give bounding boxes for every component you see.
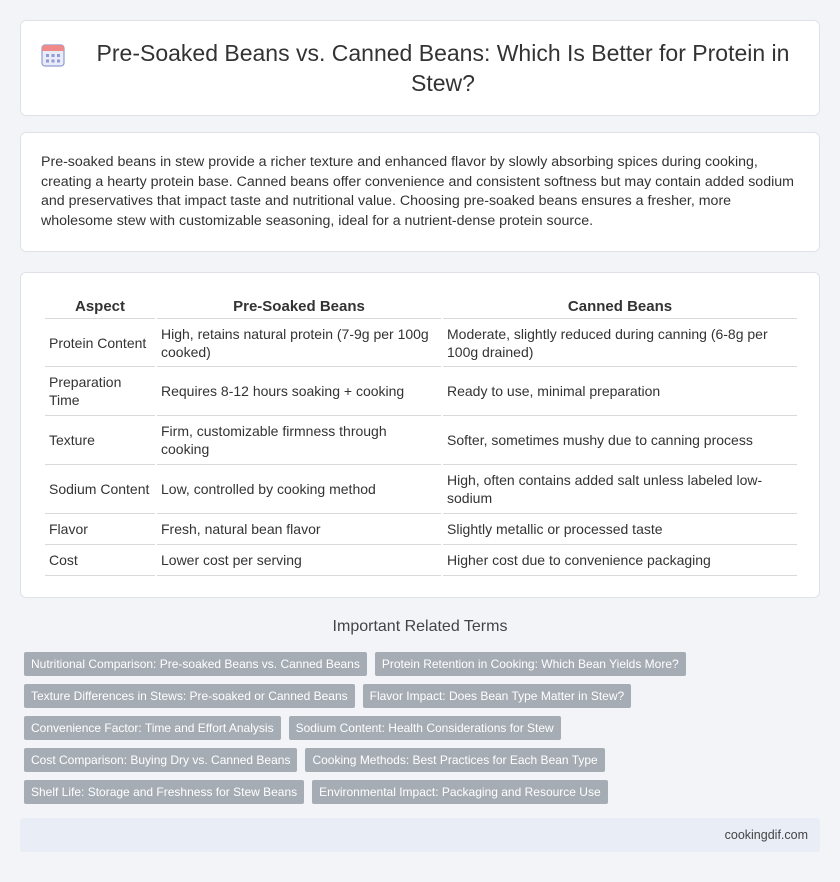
table-row (45, 514, 797, 545)
related-term-tag[interactable]: Texture Differences in Stews: Pre-soaked or Canned Beans (24, 684, 355, 708)
related-terms-list (24, 652, 820, 812)
table-cell: Fresh, natural bean flavor (157, 514, 441, 545)
related-term-tag[interactable]: Protein Retention in Cooking: Which Bean Yields More? (375, 652, 686, 676)
related-term-tag[interactable]: Flavor Impact: Does Bean Type Matter in Stew? (363, 684, 632, 708)
table-cell: Flavor (45, 514, 155, 545)
related-term-tag[interactable]: Shelf Life: Storage and Freshness for Stew Beans (24, 780, 304, 804)
column-header-pre-soaked: Pre-Soaked Beans (157, 295, 441, 319)
table-row (45, 465, 797, 514)
table-cell: Requires 8-12 hours soaking + cooking (157, 367, 441, 416)
table-cell: Ready to use, minimal preparation (443, 367, 797, 416)
related-term-tag[interactable]: Environmental Impact: Packaging and Resource Use (312, 780, 607, 804)
tag-row (24, 780, 820, 804)
table-cell: Lower cost per serving (157, 545, 441, 576)
table-cell: High, retains natural protein (7-9g per 100g cooked) (157, 319, 441, 367)
tag-row (24, 748, 820, 772)
table-row (45, 367, 797, 416)
tag-row (24, 716, 820, 740)
related-term-tag[interactable]: Cooking Methods: Best Practices for Each Bean Type (305, 748, 604, 772)
intro-paragraph: Pre-soaked beans in stew provide a richer texture and enhanced flavor by slowly absorbing spices during cooking, creating a hearty protein base. Canned beans offer convenience and consistent softness but may contain added sodium and preservatives that impact taste and nutritional value. Choosing pre-soaked beans ensures a fresher, more wholesome stew with customizable seasoning, ideal for a nutrient-dense protein source. (41, 154, 794, 229)
table-cell: Higher cost due to convenience packaging (443, 545, 797, 576)
table-cell: Cost (45, 545, 155, 576)
table-cell: Moderate, slightly reduced during canning (6-8g per 100g drained) (443, 319, 797, 367)
related-term-tag[interactable]: Sodium Content: Health Considerations for Stew (289, 716, 561, 740)
table-cell: Slightly metallic or processed taste (443, 514, 797, 545)
column-header-canned: Canned Beans (443, 295, 797, 319)
table-row (45, 416, 797, 465)
site-name[interactable]: cookingdif.com (724, 828, 808, 842)
table-cell: High, often contains added salt unless labeled low-sodium (443, 465, 797, 514)
table-row (45, 545, 797, 576)
table-cell: Preparation Time (45, 367, 155, 416)
comparison-table (43, 295, 799, 576)
table-cell: Firm, customizable firmness through cooking (157, 416, 441, 465)
calendar-icon (40, 42, 66, 68)
table-row (45, 319, 797, 367)
intro-card (20, 132, 820, 252)
tag-row (24, 652, 820, 676)
footer (20, 818, 820, 852)
table-header-row (45, 295, 797, 319)
table-cell: Softer, sometimes mushy due to canning process (443, 416, 797, 465)
table-cell: Protein Content (45, 319, 155, 367)
header-card (20, 20, 820, 116)
page-title: Pre-Soaked Beans vs. Canned Beans: Which Is Better for Protein in Stew? (96, 40, 790, 96)
related-term-tag[interactable]: Nutritional Comparison: Pre-soaked Beans vs. Canned Beans (24, 652, 367, 676)
tag-row (24, 684, 820, 708)
table-cell: Sodium Content (45, 465, 155, 514)
column-header-aspect: Aspect (45, 295, 155, 319)
table-cell: Low, controlled by cooking method (157, 465, 441, 514)
title-wrap (40, 38, 800, 98)
related-term-tag[interactable]: Convenience Factor: Time and Effort Analysis (24, 716, 281, 740)
related-term-tag[interactable]: Cost Comparison: Buying Dry vs. Canned Beans (24, 748, 297, 772)
comparison-table-card (20, 272, 820, 598)
related-terms-title: Important Related Terms (332, 618, 508, 635)
table-cell: Texture (45, 416, 155, 465)
